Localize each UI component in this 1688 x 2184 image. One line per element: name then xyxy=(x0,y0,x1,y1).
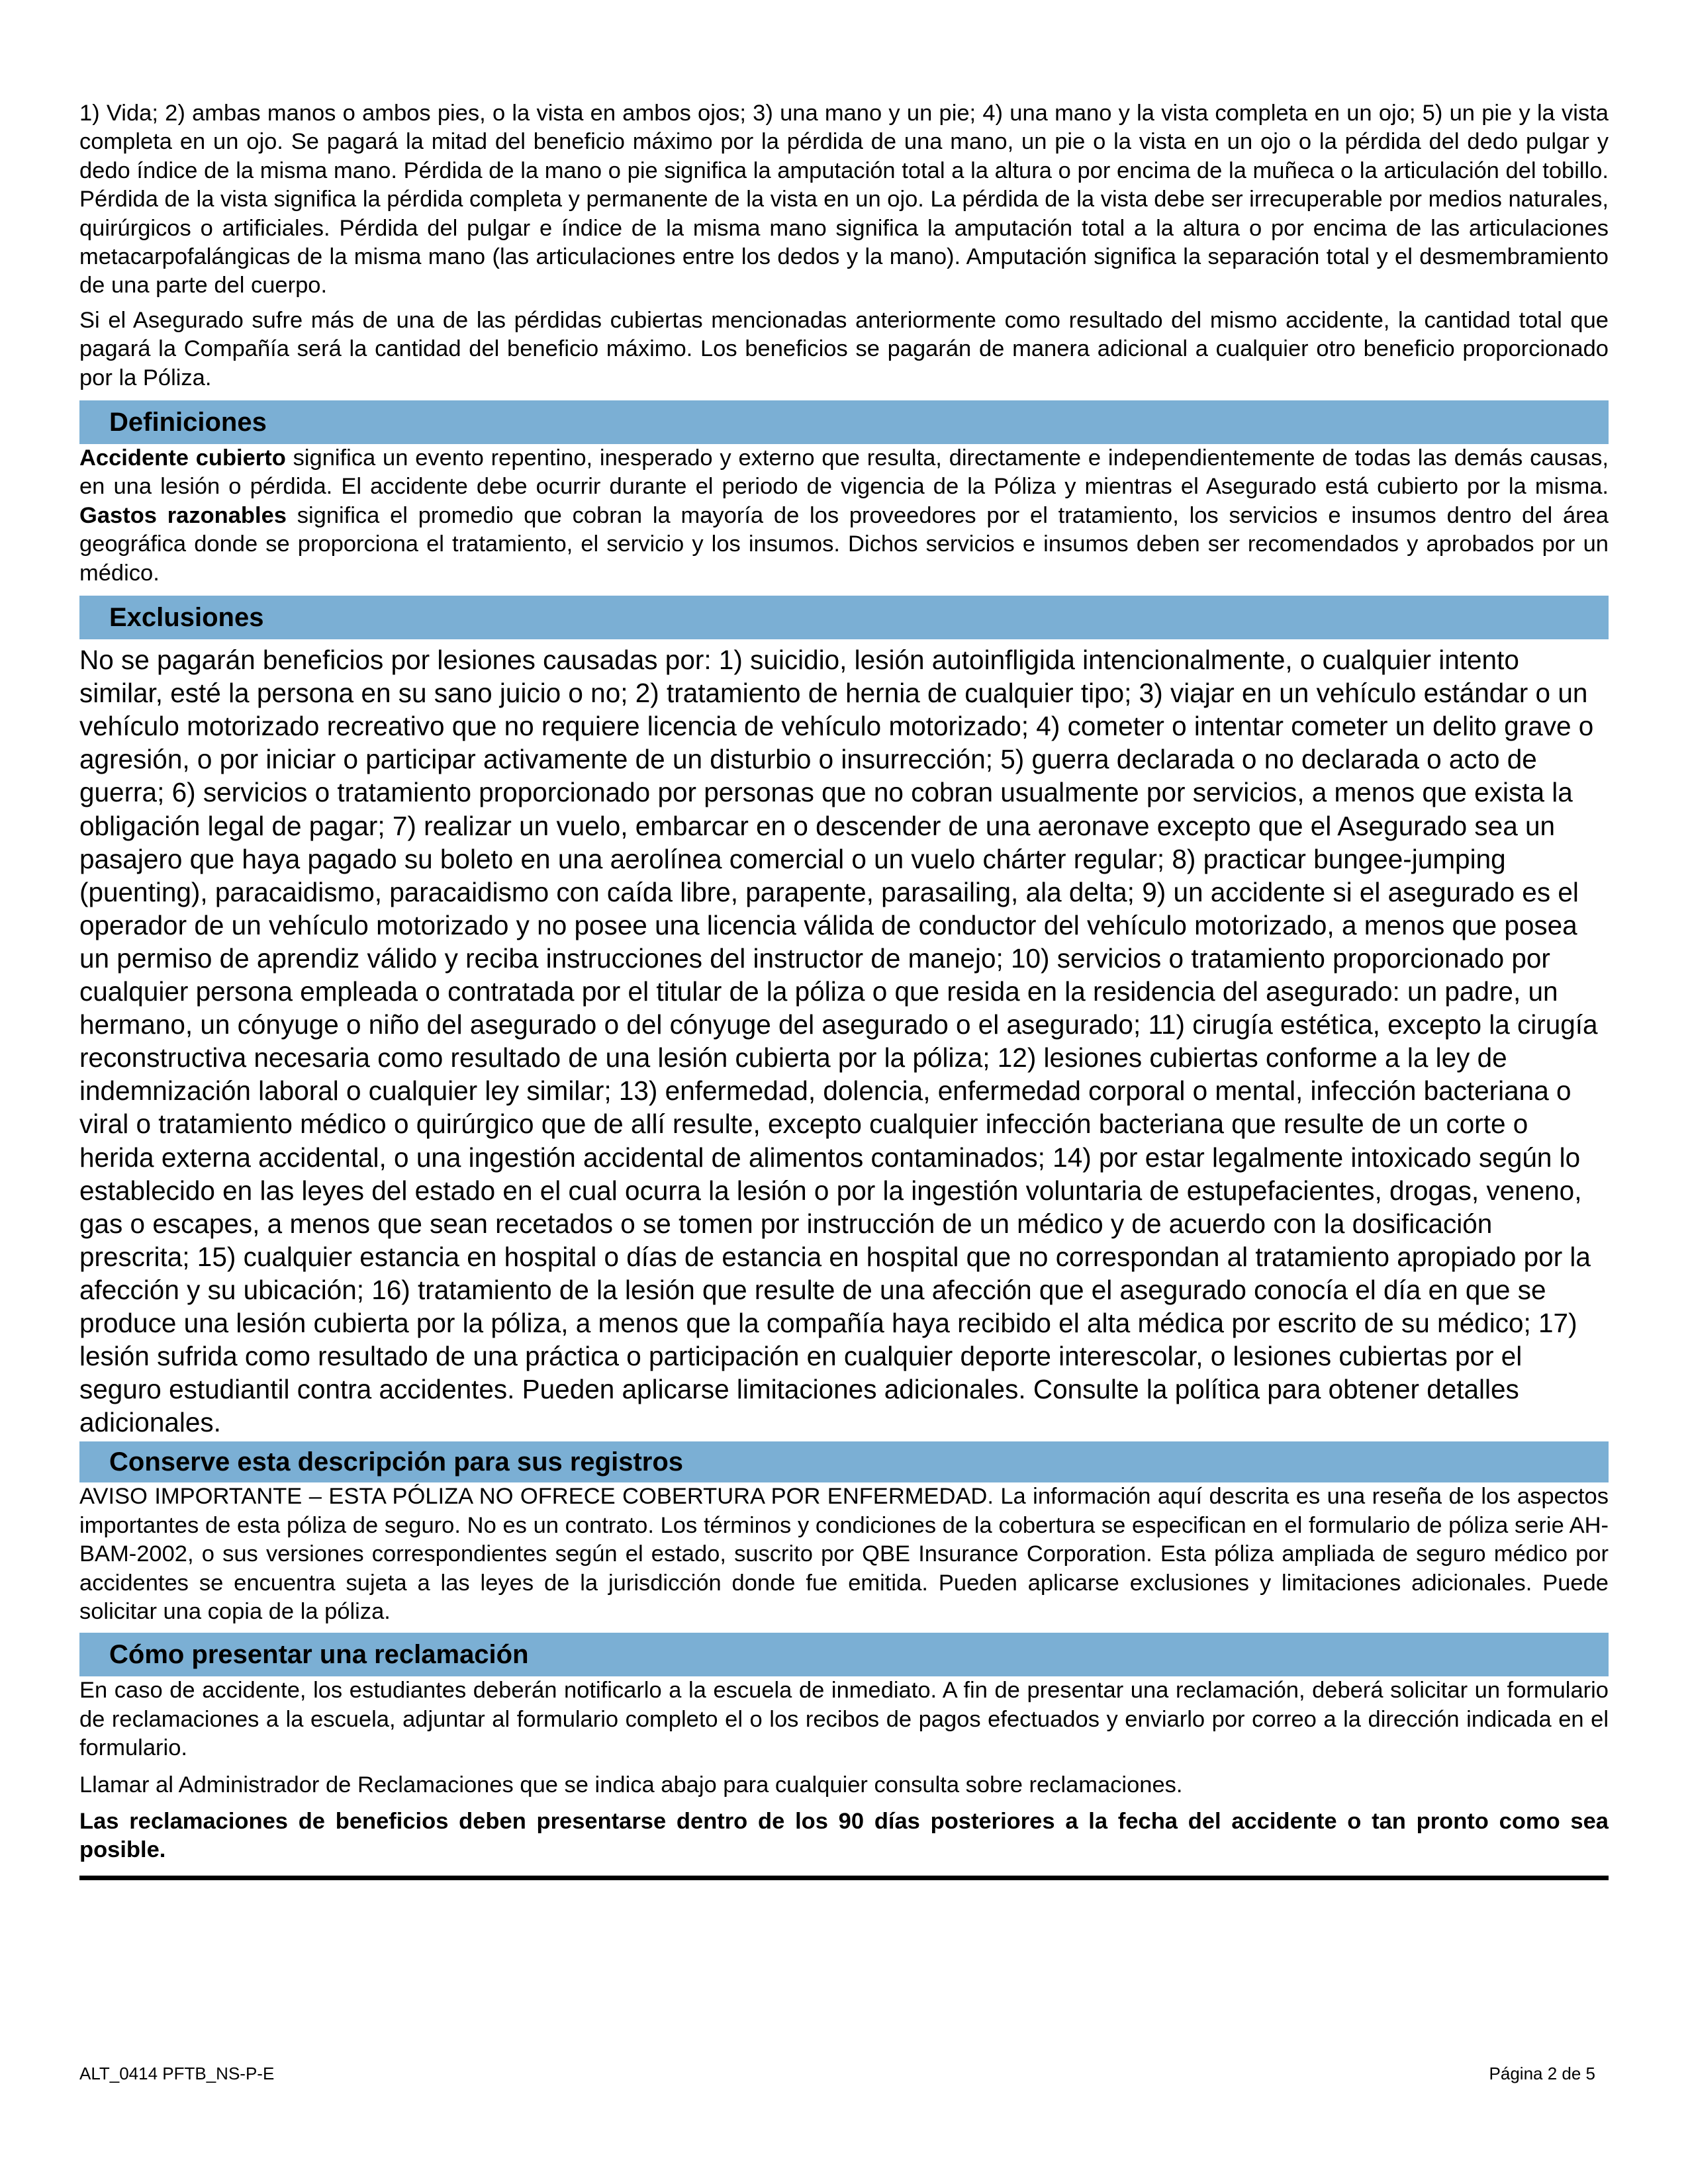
definition-accidente-cubierto: significa un evento repentino, inesperado y externo que resulta, directamente e independientemente de todas las demás causas, en una lesión o pérdida. El accidente debe ocurrir durante el periodo de vigencia de la Póliza y mientras el Asegurado está cubierto por la misma. xyxy=(79,445,1609,500)
intro-paragraph-max-benefit: Si el Asegurado sufre más de una de las pérdidas cubiertas mencionadas anteriormente como resultado del mismo accidente, la cantidad total que pagará la Compañía será la cantidad del beneficio máximo. Los beneficios se pagarán de manera adicional a cualquier otro beneficio proporcionado por la Póliza. xyxy=(79,307,1609,390)
section-header-definiciones: Definiciones xyxy=(79,400,1609,444)
page-number: Página 2 de 5 xyxy=(1489,2064,1595,2083)
page-footer xyxy=(79,2064,1595,2084)
reclamacion-paragraph-contact: Llamar al Administrador de Reclamaciones que se indica abajo para cualquier consulta sobre reclamaciones. xyxy=(79,1772,1183,1797)
conserve-paragraph: AVISO IMPORTANTE – ESTA PÓLIZA NO OFRECE COBERTURA POR ENFERMEDAD. La información aquí descrita es una reseña de los aspectos importantes de esta póliza de seguro. No es un contrato. Los términos y condiciones de la cobertura se especifican en el formulario de póliza serie AH-BAM-2002, o sus versiones correspondientes según el estado, suscrito por QBE Insurance Corporation. Esta póliza ampliada de seguro médico por accidentes se encuentra sujeta a las leyes de la jurisdicción donde fue emitida. Pueden aplicarse exclusiones y limitaciones adicionales. Puede solicitar una copia de la póliza. xyxy=(79,1484,1609,1624)
section-header-reclamacion: Cómo presentar una reclamación xyxy=(79,1633,1609,1676)
term-accidente-cubierto: Accidente cubierto xyxy=(79,445,286,471)
form-code: ALT_0414 PFTB_NS-P-E xyxy=(79,2064,275,2083)
intro-paragraph-losses: 1) Vida; 2) ambas manos o ambos pies, o la vista en ambos ojos; 3) una mano y un pie; 4) una mano y la vista completa en un ojo; 5) un pie y la vista completa en un ojo. Se pagará la mitad del beneficio máximo por la pérdida de una mano, un pie o la vista en un ojo o la pérdida del dedo pulgar y dedo índice de la misma mano. Pérdida de la mano o pie significa la amputación total a la altura o por encima de la muñeca o la articulación del tobillo. Pérdida de la vista significa la pérdida completa y permanente de la vista en un ojo. La pérdida de la vista debe ser irrecuperable por medios naturales, quirúrgicos o artificiales. Pérdida del pulgar e índice de la misma mano significa la amputación total a la altura o por encima de las articulaciones metacarpofalángicas de la misma mano (las articulaciones entre los dedos y la mano). Amputación significa la separación total y el desmembramiento de una parte del cuerpo. xyxy=(79,101,1609,298)
definiciones-paragraph xyxy=(79,444,1609,588)
section-divider xyxy=(79,1876,1609,1880)
section-header-conserve: Conserve esta descripción para sus registros xyxy=(79,1441,1609,1482)
section-header-exclusiones: Exclusiones xyxy=(79,596,1609,639)
document-body xyxy=(79,99,1609,1880)
definition-gastos-razonables: significa el promedio que cobran la mayoría de los proveedores por el tratamiento, los servicios e insumos dentro del área geográfica donde se proporciona el tratamiento, el servicio y los insumos. Dichos servicios e insumos deben ser recomendados y aprobados por un médico. xyxy=(79,502,1609,586)
term-gastos-razonables: Gastos razonables xyxy=(79,502,287,528)
reclamacion-paragraph-procedure: En caso de accidente, los estudiantes deberán notificarlo a la escuela de inmediato. A fin de presentar una reclamación, deberá solicitar un formulario de reclamaciones a la escuela, adjuntar al formulario completo el o los recibos de pagos efectuados y enviarlo por correo a la dirección indicada en el formulario. xyxy=(79,1678,1609,1761)
exclusiones-paragraph: No se pagarán beneficios por lesiones causadas por: 1) suicidio, lesión autoinfligida intencionalmente, o cualquier intento similar, esté la persona en su sano juicio o no; 2) tratamiento de hernia de cualquier tipo; 3) viajar en un vehículo estándar o un vehículo motorizado recreativo que no requiere licencia de vehículo motorizado; 4) cometer o intentar cometer un delito grave o agresión, o por iniciar o participar activamente de un disturbio o insurrección; 5) guerra declarada o no declarada o acto de guerra; 6) servicios o tratamiento proporcionado por personas que no cobran usualmente por servicios, a menos que exista la obligación legal de pagar; 7) realizar un vuelo, embarcar en o descender de una aeronave excepto que el Asegurado sea un pasajero que haya pagado su boleto en una aerolínea comercial o un vuelo chárter regular; 8) practicar bungee-jumping (puenting), paracaidismo, paracaidismo con caída libre, parapente, parasailing, ala delta; 9) un accidente si el asegurado es el operador de un vehículo motorizado y no posee una licencia válida de conductor del vehículo motorizado, a menos que posea un permiso de aprendiz válido y reciba instrucciones del instructor de manejo; 10) servicios o tratamiento proporcionado por cualquier persona empleada o contratada por el titular de la póliza o que resida en la residencia del asegurado: un padre, un hermano, un cónyuge o niño del asegurado o del cónyuge del asegurado o el asegurado; 11) cirugía estética, excepto la cirugía reconstructiva necesaria como resultado de una lesión cubierta por la póliza; 12) lesiones cubiertas conforme a la ley de indemnización laboral o cualquier ley similar; 13) enfermedad, dolencia, enfermedad corporal o mental, infección bacteriana o viral o tratamiento médico o quirúrgico que de allí resulte, excepto cualquier infección bacteriana que resulte de un corte o herida externa accidental, o una ingestión accidental de alimentos contaminados; 14) por estar legalmente intoxicado según lo establecido en las leyes del estado en el cual ocurra la lesión o por la ingestión voluntaria de estupefacientes, drogas, veneno, gas o escapes, a menos que sean recetados o se tomen por instrucción de un médico y de acuerdo con la dosificación prescrita; 15) cualquier estancia en hospital o días de estancia en hospital que no correspondan al tratamiento apropiado por la afección y su ubicación; 16) tratamiento de la lesión que resulte de una afección que el asegurado conocía el día en que se produce una lesión cubierta por la póliza, a menos que la compañía haya recibido el alta médica por escrito de su médico; 17) lesión sufrida como resultado de una práctica o participación en cualquier deporte interescolar, o lesiones cubiertas por el seguro estudiantil contra accidentes. Pueden aplicarse limitaciones adicionales. Consulte la política para obtener detalles adicionales. xyxy=(79,645,1598,1438)
reclamacion-paragraph-deadline: Las reclamaciones de beneficios deben presentarse dentro de los 90 días posteriores a la fecha del accidente o tan pronto como sea posible. xyxy=(79,1809,1609,1863)
